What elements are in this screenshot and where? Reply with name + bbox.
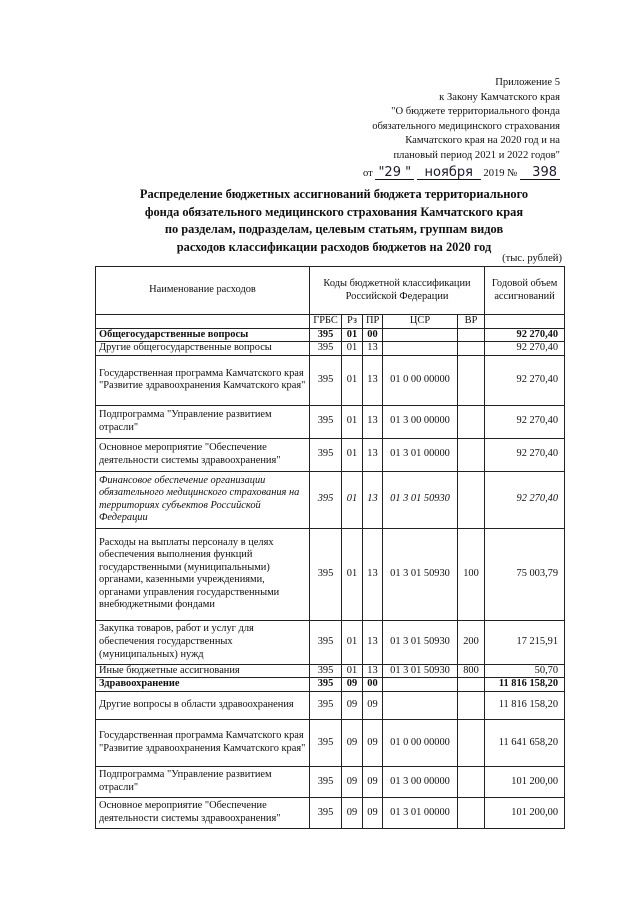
row-rz: 01 [342,664,363,678]
row-grbs: 395 [310,797,342,828]
row-pr: 13 [363,355,383,405]
appendix-header [363,76,560,181]
row-name: Здравоохранение [96,678,310,692]
row-vr [458,719,485,766]
header-grbs: ГРБС [310,315,342,329]
row-amount: 50,70 [485,664,565,678]
header-vr: ВР [458,315,485,329]
appendix-line: обязательного медицинского страхования [372,120,560,132]
row-grbs: 395 [310,438,342,471]
row-csr [383,328,458,342]
row-rz: 01 [342,471,363,528]
row-csr: 01 3 00 00000 [383,405,458,438]
row-name: Иные бюджетные ассигнования [96,664,310,678]
table-row [96,719,565,766]
row-pr: 00 [363,328,383,342]
law-number: 398 [520,166,560,180]
table-row [96,328,565,342]
header-annual: Годовой объем ассигнований [485,267,565,315]
row-grbs: 395 [310,766,342,797]
row-amount: 11 816 158,20 [485,691,565,719]
row-rz: 01 [342,328,363,342]
table-row [96,342,565,356]
table-row [96,797,565,828]
table-row [96,528,565,620]
header-rz: Рз [342,315,363,329]
table-row [96,620,565,664]
row-vr [458,766,485,797]
row-pr: 13 [363,664,383,678]
row-vr [458,355,485,405]
row-csr: 01 3 00 00000 [383,766,458,797]
title-line: Распределение бюджетных ассигнований бюджета территориального [139,187,529,201]
row-pr: 13 [363,342,383,356]
law-year: 2019 [483,167,505,179]
row-vr [458,471,485,528]
row-csr: 01 3 01 00000 [383,797,458,828]
header-csr: ЦСР [383,315,458,329]
row-vr [458,342,485,356]
row-pr: 00 [363,678,383,692]
row-vr: 800 [458,664,485,678]
row-rz: 09 [342,691,363,719]
header-blank [96,315,310,329]
header-pr: ПР [363,315,383,329]
row-name: Расходы на выплаты персоналу в целях обеспечения выполнения функций государственными (муниципальными) органами, казенными учреждениями, органами управления государственными внебюджетными фондами [96,528,310,620]
row-rz: 01 [342,528,363,620]
row-amount: 101 200,00 [485,766,565,797]
row-rz: 01 [342,438,363,471]
row-grbs: 395 [310,678,342,692]
title-line: расходов классификации расходов бюджетов на 2020 год [176,239,492,254]
units-label: (тыс. рублей) [502,253,562,264]
title-line: фонда обязательного медицинского страхования Камчатского края [144,204,524,219]
table-row [96,664,565,678]
row-pr: 13 [363,528,383,620]
number-sign: № [507,167,518,179]
law-day: "29 " [375,166,414,180]
row-pr: 09 [363,719,383,766]
row-amount: 92 270,40 [485,355,565,405]
row-name: Общегосударственные вопросы [96,328,310,342]
row-name: Другие вопросы в области здравоохранения [96,691,310,719]
row-amount: 17 215,91 [485,620,565,664]
row-amount: 11 641 658,20 [485,719,565,766]
row-name: Государственная программа Камчатского края "Развитие здравоохранения Камчатского края" [96,355,310,405]
row-amount: 92 270,40 [485,405,565,438]
row-name: Государственная программа Камчатского края "Развитие здравоохранения Камчатского края" [96,719,310,766]
row-rz: 09 [342,719,363,766]
row-amount: 92 270,40 [485,342,565,356]
row-amount: 92 270,40 [485,471,565,528]
row-rz: 01 [342,355,363,405]
row-csr [383,691,458,719]
row-pr: 09 [363,797,383,828]
appendix-line: плановый период 2021 и 2022 годов" [393,149,560,161]
row-pr: 13 [363,405,383,438]
header-blank [485,315,565,329]
appendix-line: к Закону Камчатского края [439,91,560,103]
row-rz: 09 [342,797,363,828]
row-rz: 09 [342,766,363,797]
row-pr: 13 [363,471,383,528]
row-grbs: 395 [310,342,342,356]
row-csr [383,678,458,692]
row-csr: 01 3 01 50930 [383,528,458,620]
row-amount: 75 003,79 [485,528,565,620]
appendix-line: Приложение 5 [495,77,560,88]
row-csr [383,342,458,356]
row-vr [458,797,485,828]
table-row [96,355,565,405]
row-name: Основное мероприятие "Обеспечение деятельности системы здравоохранения" [96,797,310,828]
table-row [96,471,565,528]
row-name: Закупка товаров, работ и услуг для обеспечения государственных (муниципальных) нужд [96,620,310,664]
appendix-line: "О бюджете территориального фонда [391,106,560,118]
row-vr [458,438,485,471]
row-vr: 100 [458,528,485,620]
row-name: Основное мероприятие "Обеспечение деятельности системы здравоохранения" [96,438,310,471]
row-amount: 92 270,40 [485,438,565,471]
row-grbs: 395 [310,620,342,664]
title-line: по разделам, подразделам, целевым статьям, группам видов [164,222,504,237]
table-row [96,405,565,438]
row-grbs: 395 [310,719,342,766]
row-csr: 01 0 00 00000 [383,355,458,405]
table-row [96,678,565,692]
row-name: Финансовое обеспечение организации обязательного медицинского страхования на территориях субъектов Российской Федерации [96,471,310,528]
row-name: Подпрограмма "Управление развитием отрасли" [96,405,310,438]
row-vr [458,691,485,719]
row-amount: 11 816 158,20 [485,678,565,692]
row-grbs: 395 [310,691,342,719]
row-grbs: 395 [310,528,342,620]
table-row [96,766,565,797]
table-row [96,691,565,719]
row-grbs: 395 [310,471,342,528]
row-csr: 01 3 01 50930 [383,620,458,664]
row-vr [458,678,485,692]
header-name: Наименование расходов [96,267,310,315]
law-month: ноября [417,166,481,180]
from-label: от [362,167,373,179]
header-codes: Коды бюджетной классификации Российской Федерации [310,267,485,315]
law-date-line [363,166,560,182]
row-csr: 01 3 01 50930 [383,664,458,678]
row-csr: 01 3 01 50930 [383,471,458,528]
row-pr: 13 [363,438,383,471]
row-grbs: 395 [310,328,342,342]
table-row [96,438,565,471]
document-title [96,186,572,256]
row-csr: 01 3 01 00000 [383,438,458,471]
row-rz: 01 [342,620,363,664]
row-amount: 101 200,00 [485,797,565,828]
row-rz: 01 [342,405,363,438]
row-rz: 01 [342,342,363,356]
row-name: Другие общегосударственные вопросы [96,342,310,356]
budget-table [95,266,565,829]
row-name: Подпрограмма "Управление развитием отрасли" [96,766,310,797]
row-amount: 92 270,40 [485,328,565,342]
row-vr [458,328,485,342]
appendix-line: Камчатского края на 2020 год и на [405,135,560,147]
row-vr [458,405,485,438]
row-grbs: 395 [310,405,342,438]
row-csr: 01 0 00 00000 [383,719,458,766]
row-grbs: 395 [310,664,342,678]
row-grbs: 395 [310,355,342,405]
row-rz: 09 [342,678,363,692]
row-pr: 13 [363,620,383,664]
row-pr: 09 [363,766,383,797]
row-pr: 09 [363,691,383,719]
row-vr: 200 [458,620,485,664]
